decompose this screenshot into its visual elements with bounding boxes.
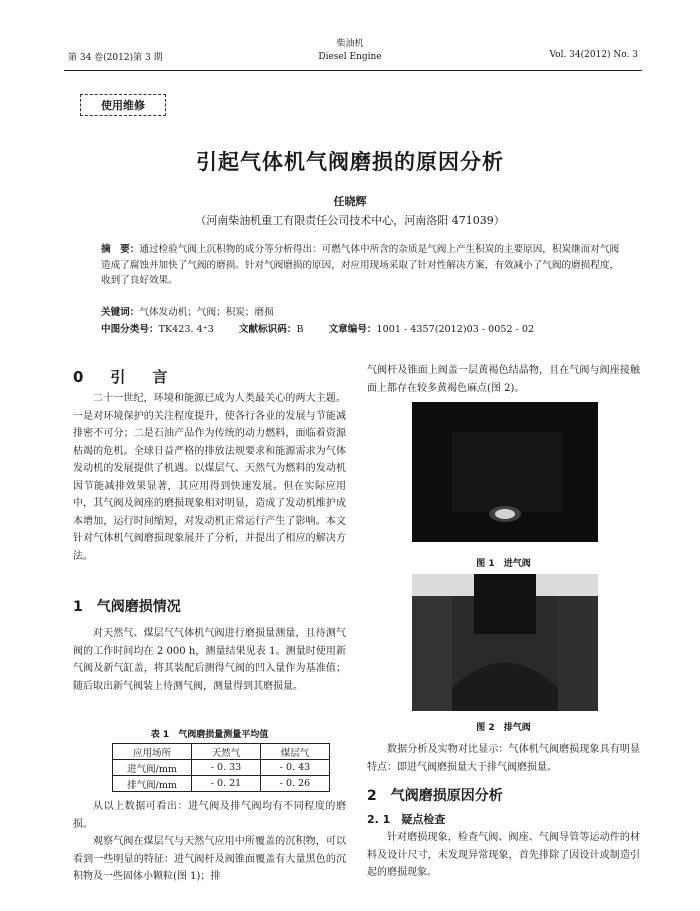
table-conclusion-paragraph: 从以上数据可看出：进气阀及排气阀均有不同程度的磨损。 — [73, 801, 346, 830]
section-2-heading: 2 气阀磨损原因分析 — [367, 788, 503, 804]
article-number-value: 1001 - 4357(2012)03 - 0052 - 02 — [376, 324, 535, 335]
right-column-analysis — [367, 741, 640, 776]
journal-name-en: Diesel Engine — [318, 52, 382, 62]
table-cell: - 0. 21 — [192, 776, 261, 792]
intake-valve-photo-graphic — [412, 402, 598, 542]
table-cell: 进气阀/mm — [113, 760, 192, 776]
table-cell: - 0. 33 — [192, 760, 261, 776]
figure-1-intake-valve-photo — [412, 402, 598, 542]
paper-title: 引起气体机气阀磨损的原因分析 — [196, 150, 504, 174]
wear-table — [112, 743, 330, 792]
author-name: 任晓辉 — [333, 195, 367, 208]
observation-paragraph: 观察气阀在煤层气与天然气应用中所覆盖的沉积物，可以看到一些明显的特征：进气阀杆及阀锥面覆盖有大量黑色的沉积物及一些固体小颗粒(图 1)；排 — [73, 836, 346, 882]
table-header-cell: 应用场所 — [113, 744, 192, 760]
measurement-paragraph: 对天然气、煤层气气体机气阀进行磨损量测量，且待测气阀的工作时间均在 2 000 h，测量结果见表 1。测量时使用新气阀及新气缸盖，将其装配后测得气阀的凹入量作为基准值；随后取出新气阀装上待测气阀，测量得到其磨损量。 — [73, 628, 346, 692]
article-number-label: 文章编号： — [328, 324, 377, 335]
doc-code-label: 文献标识码： — [238, 324, 297, 335]
section-1-body — [73, 625, 346, 695]
table-row — [113, 760, 330, 776]
keywords-label: 关键词： — [101, 307, 140, 318]
table-header-cell: 煤层气 — [261, 744, 330, 760]
abstract-label: 摘 要： — [101, 244, 140, 255]
clc-value: TK423. 4⁺3 — [158, 324, 214, 335]
figure-2-exhaust-valve-photo — [412, 574, 598, 711]
classification-line — [101, 322, 641, 337]
suspect-check-paragraph: 针对磨损现象，检查气阀、阀座、气阀导管等运动件的材料及设计尺寸，未发现异常现象，首先排除了因设计或制造引起的磨损现象。 — [367, 832, 640, 878]
table-cell: - 0. 43 — [261, 760, 330, 776]
abstract-text: 通过检验气阀上沉积物的成分等分析得出：可燃气体中所含的杂质是气阀上产生积炭的主要原因，积炭继而对气阀造成了腐蚀并加快了气阀的磨损。针对气阀磨损的原因，对应用现场采取了针对性解决方案，有效减小了气阀的磨损程度，收到了良好效果。 — [101, 244, 620, 286]
keywords-text: 气体发动机；气阀；积炭；磨损 — [139, 307, 274, 318]
right-column-top — [367, 362, 640, 397]
figure-1-caption: 图 1 进气阀 — [476, 559, 531, 569]
keywords — [101, 305, 621, 320]
section-1-continued — [73, 798, 346, 886]
table-row — [113, 776, 330, 792]
header-rule — [64, 70, 642, 71]
author-affiliation: （河南柴油机重工有限责任公司技术中心，河南洛阳 471039） — [195, 214, 505, 227]
journal-name-cn: 柴油机 — [336, 39, 364, 49]
intro-paragraph: 二十一世纪，环境和能源已成为人类最关心的两大主题。一是对环境保护的关注程度提升，使各行各业的发展与节能减排密不可分；二是石油产品作为传统的动力燃料，面临着资源枯竭的危机。全球日益严格的排放法规要求和能源需求为气体发动机的发展提供了机遇。以煤层气、天然气为燃料的发动机因节能减排效果显著，其应用得到快速发展。但在实际应用中，其气阀及阀座的磨损现象相对明显，造成了发动机维护成本增加，运行时间缩短，对发动机正常运行产生了影响。本文针对气体机气阀磨损现象展开了分析，并提出了相应的解决方法。 — [73, 393, 346, 562]
exhaust-deposit-paragraph: 气阀杆及锥面上阀盖一层黄褐色结晶物，且在气阀与阀座接触面上都存在较多黄褐色麻点(图 2)。 — [367, 365, 640, 394]
data-analysis-paragraph: 数据分析及实物对比显示：气体机气阀磨损现象具有明显特点：即进气阀磨损量大于排气阀磨损量。 — [367, 744, 640, 773]
clc-label: 中图分类号： — [101, 324, 159, 335]
abstract — [101, 242, 621, 289]
doc-code-value: B — [296, 324, 304, 335]
figure-2-caption: 图 2 排气阀 — [476, 723, 531, 733]
section-0-body — [73, 390, 346, 565]
table-header-cell: 天然气 — [192, 744, 261, 760]
section-0-heading: 0 引 言 — [73, 368, 174, 386]
table-1-caption: 表 1 气阀磨损量测量平均值 — [150, 730, 269, 740]
section-1-heading: 1 气阀磨损情况 — [73, 599, 181, 615]
exhaust-valve-photo-graphic — [412, 574, 598, 711]
running-header-right: Vol. 34(2012) No. 3 — [549, 50, 638, 60]
table-header-row — [113, 744, 330, 760]
running-header-left: 第 34 卷(2012)第 3 期 — [68, 53, 163, 63]
column-tag: 使用维修 — [80, 94, 166, 116]
table-cell: - 0. 26 — [261, 776, 330, 792]
section-2-1-heading: 2. 1 疑点检查 — [367, 813, 446, 826]
table-cell: 排气阀/mm — [113, 776, 192, 792]
section-2-1-body — [367, 829, 640, 882]
